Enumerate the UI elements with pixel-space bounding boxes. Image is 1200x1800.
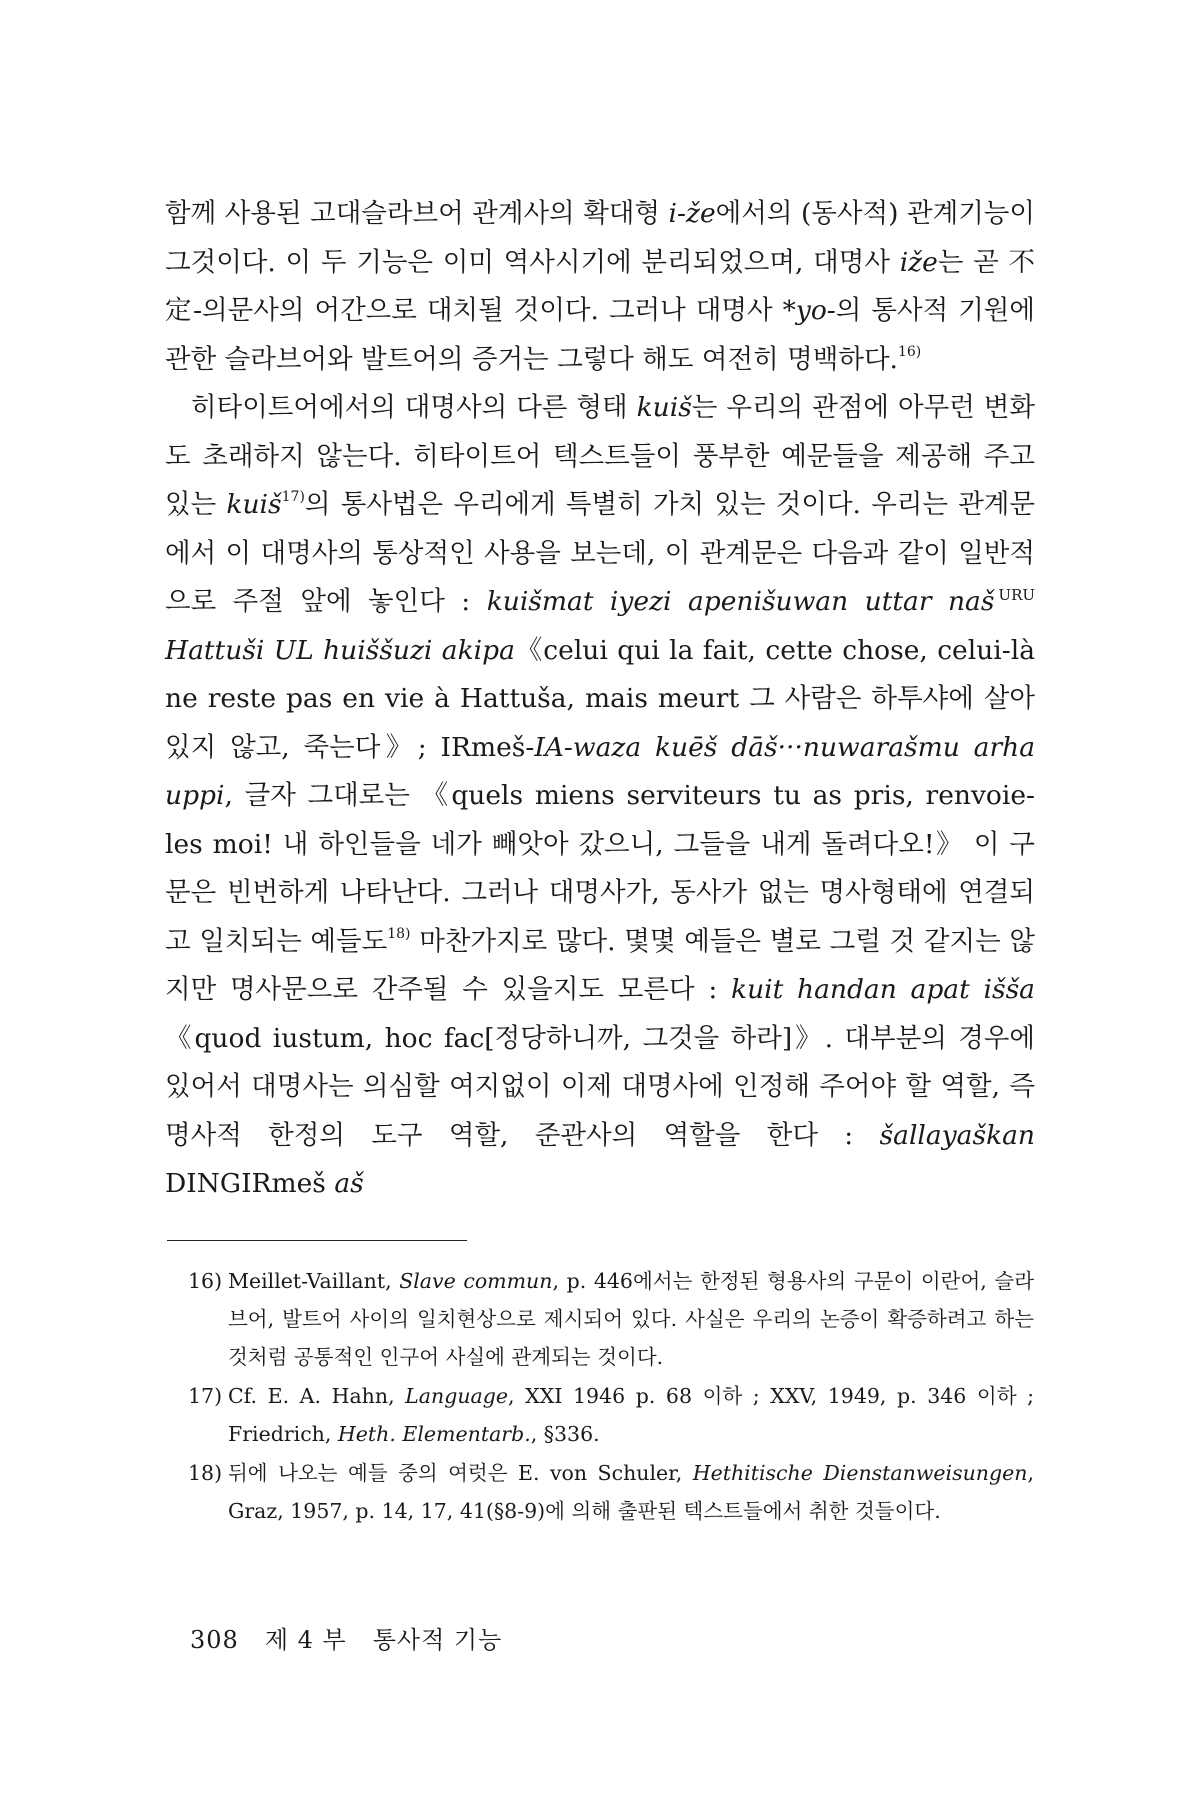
italic-term: iže <box>899 246 938 278</box>
paragraph-2 <box>165 384 1035 1209</box>
page-footer <box>190 1620 528 1655</box>
footnote-divider <box>167 1240 467 1241</box>
text-run: 의 통사법은 우리에게 특별히 가치 있는 것이다. 우리는 관계문에서 이 대명사의 통상적인 사용을 보는데, 이 관계문은 다음과 같이 일반적으로 주절 앞에 놓인다 : <box>165 489 1035 617</box>
footnote-18 <box>188 1454 1034 1530</box>
italic-hittite-example: aš <box>334 1168 364 1199</box>
text-run: DINGIRmeš <box>165 1168 335 1199</box>
italic-hittite-example: IA-waza kuēš dāš···nuwarašmu arha uppi <box>165 731 1035 811</box>
italic-hittite-example: šallayaškan <box>879 1119 1035 1151</box>
text-run: 마찬가지로 많다. 몇몇 예들은 별로 그럴 것 같지는 않지만 명사문으로 간주될 수 있을지도 모른다 : <box>165 925 1035 1005</box>
italic-term: *yo- <box>782 295 836 326</box>
footnote-17 <box>188 1377 1034 1453</box>
footnote-ref-16[interactable]: 16) <box>897 343 922 360</box>
footnote-ref-18[interactable]: 18) <box>387 925 411 942</box>
italic-term: i-že <box>668 198 716 229</box>
footnote-16 <box>188 1262 1034 1376</box>
footnote-number: 17) <box>188 1384 223 1408</box>
part-label: 제 4 부 <box>264 1626 347 1654</box>
italic-title: Language <box>405 1384 509 1408</box>
text-run: 《celui qui la fait, cette chose, celui-là ne reste pas en vie à Hattuša, mais meurt 그 사람은 하투샤에 살아 있지 않고, 죽는다》; IRmeš- <box>165 634 1035 763</box>
italic-hittite-example: Hattuši UL huiššuzi akipa <box>165 634 515 666</box>
paragraph-1 <box>165 190 1035 384</box>
footnote-text: Cf. E. A. Hahn, Language, XXI 1946 p. 68 이하 ; XXV, 1949, p. 346 이하 ; Friedrich, Heth. Elementarb., §336. <box>228 1384 1034 1446</box>
part-title: 통사적 기능 <box>372 1626 503 1654</box>
italic-title: Slave commun <box>399 1269 553 1293</box>
text-run: , 글자 그대로는 《quels miens serviteurs tu as pris, renvoie-les moi! 내 하인들을 네가 빼앗아 갔으니, 그들을 내게 돌려다오!》 이 구문은 빈번하게 나타난다. 그러나 대명사가, 동사가 없는 명사형태에 연결되고 일치되는 예들도 <box>165 780 1035 957</box>
text-run: 에서의 (동사적) 관계기능이 그것이다. 이 두 기능은 이미 역사시기에 분리되었으며, 대명사 <box>165 198 1035 278</box>
text-run: 함께 사용된 고대슬라브어 관계사의 확대형 <box>165 198 669 229</box>
italic-title: Heth. Elementarb. <box>337 1422 531 1446</box>
italic-title: Hethitische Dienstanweisungen <box>692 1461 1028 1485</box>
text-run: 는 우리의 관점에 아무런 변화도 초래하지 않는다. 히타이트어 텍스트들이 풍부한 예문들을 제공해 주고 있는 <box>165 392 1035 520</box>
footnote-ref-17[interactable]: 17) <box>281 489 305 505</box>
footnote-number: 16) <box>188 1269 223 1293</box>
footnotes <box>188 1262 1034 1531</box>
italic-hittite-example: kuišmat iyezi apenišuwan uttar naš <box>486 586 995 617</box>
superscript-uru: URU <box>998 586 1035 604</box>
text-run: 는 곧 不定-의문사의 어간으로 대치될 것이다. 그러나 대명사 <box>165 246 1035 326</box>
text-run: 히타이트어에서의 대명사의 다른 형태 <box>191 392 637 423</box>
footnote-text: 뒤에 나오는 예들 중의 여럿은 E. von Schuler, Hethitische Dienstanweisungen, Graz, 1957, p. 14, 17, 41(§8-9)에 의해 출판된 텍스트들에서 취한 것들이다. <box>228 1461 1034 1523</box>
main-text <box>165 190 1035 1209</box>
footnote-number: 18) <box>188 1461 223 1485</box>
footnote-text: Meillet-Vaillant, Slave commun, p. 446에서는 한정된 형용사의 구문이 이란어, 슬라브어, 발트어 사이의 일치현상으로 제시되어 있다. 사실은 우리의 논증이 확증하려고 하는 것처럼 공통적인 인구어 사실에 관계되는 것이다. <box>228 1269 1034 1369</box>
text-run: 《quod iustum, hoc fac[정당하니까, 그것을 하라]》. 대부분의 경우에 있어서 대명사는 의심할 여지없이 이제 대명사에 인정해 주어야 할 역할, 즉 명사적 한정의 도구 역할, 준관사의 역할을 한다 : <box>165 1022 1035 1151</box>
text-run: 의 통사적 기원에 관한 슬라브어와 발트어의 증거는 그렇다 해도 여전히 명백하다. <box>165 295 1035 375</box>
italic-term: kuiš <box>226 489 282 520</box>
italic-hittite-example: kuit handan apat išša <box>731 974 1035 1005</box>
page-number: 308 <box>190 1626 239 1654</box>
italic-term: kuiš <box>636 392 692 423</box>
